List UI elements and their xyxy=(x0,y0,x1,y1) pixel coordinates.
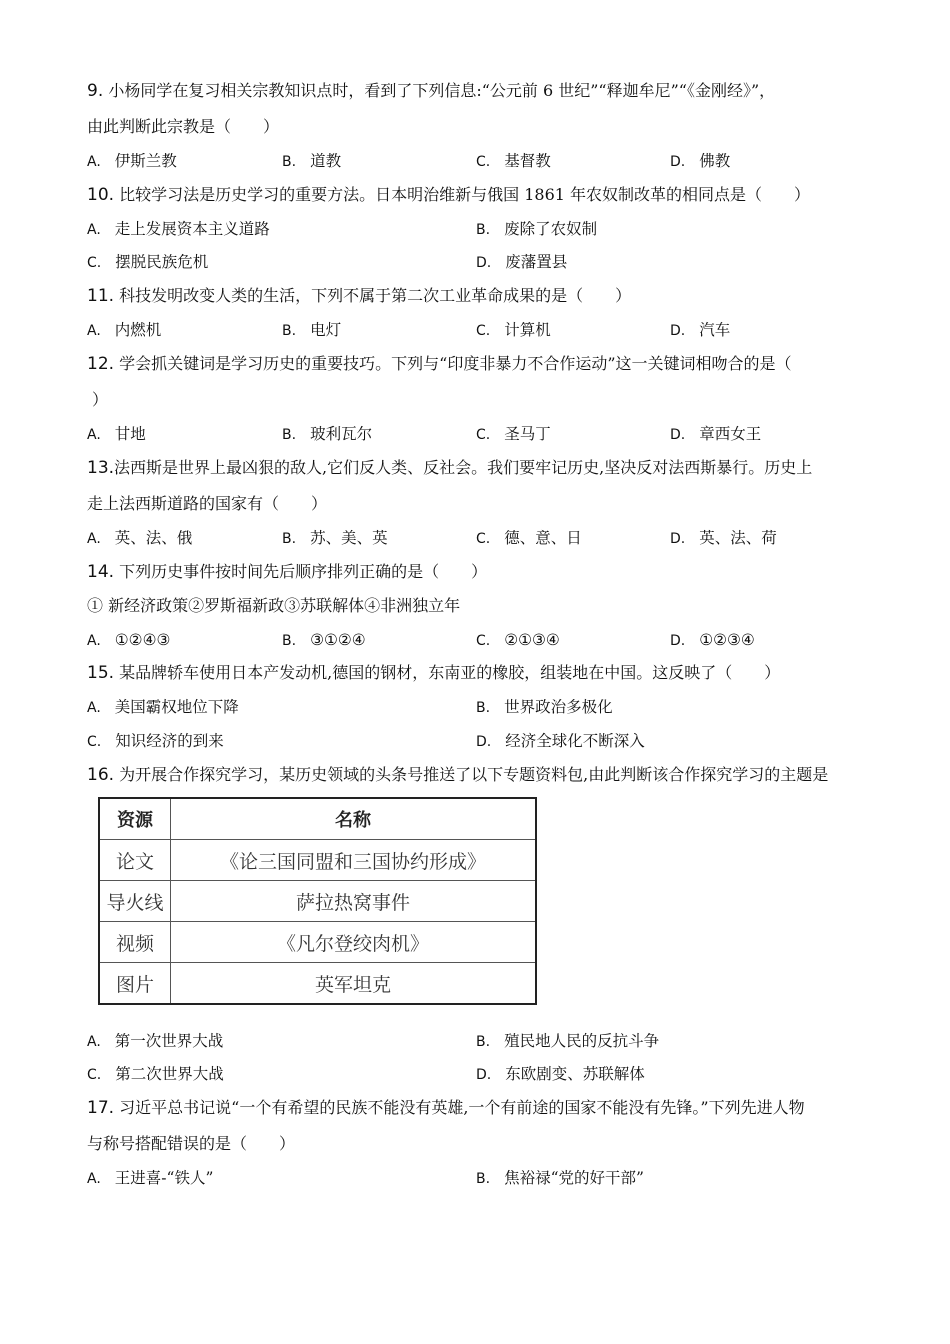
question-12-line-2: ） xyxy=(92,390,109,409)
q11-option-a: A. 内燃机 xyxy=(87,321,162,339)
table-cell-type: 图片 xyxy=(99,963,171,1005)
q13-option-d: D. 英、法、荷 xyxy=(670,529,777,547)
question-13-line-1: 13.法西斯是世界上最凶狠的敌人,它们反人类、反社会。我们要牢记历史,坚决反对法西斯暴行。历史上 xyxy=(87,458,813,478)
table-row xyxy=(99,840,536,881)
table-cell-title: 《凡尔登绞肉机》 xyxy=(171,922,537,963)
q16-option-c: C. 第二次世界大战 xyxy=(87,1065,224,1083)
table-cell-type: 视频 xyxy=(99,922,171,963)
question-14-line-2: ① 新经济政策②罗斯福新政③苏联解体④非洲独立年 xyxy=(87,596,461,615)
question-15-line-1: 15. 某品牌轿车使用日本产发动机,德国的钢材，东南亚的橡胶，组装地在中国。这反映了（ ） xyxy=(87,663,781,683)
question-14-line-1: 14. 下列历史事件按时间先后顺序排列正确的是（ ） xyxy=(87,562,488,582)
table-cell-title: 英军坦克 xyxy=(171,963,537,1005)
q17-option-b: B. 焦裕禄“党的好干部” xyxy=(476,1169,644,1187)
table-row xyxy=(99,963,536,1005)
question-17-line-2: 与称号搭配错误的是（ ） xyxy=(87,1134,296,1153)
q15-option-b: B. 世界政治多极化 xyxy=(476,698,613,716)
q14-option-b: B. ③①②④ xyxy=(282,631,366,649)
table-cell-type: 导火线 xyxy=(99,881,171,922)
table-cell-type: 论文 xyxy=(99,840,171,881)
q10-option-a: A. 走上发展资本主义道路 xyxy=(87,220,270,238)
q12-option-c: C. 圣马丁 xyxy=(476,425,551,443)
q9-option-a: A. 伊斯兰教 xyxy=(87,152,177,170)
table-row xyxy=(99,922,536,963)
q13-option-c: C. 德、意、日 xyxy=(476,529,582,547)
q10-option-d: D. 废藩置县 xyxy=(476,253,568,271)
q12-option-b: B. 玻利瓦尔 xyxy=(282,425,373,443)
question-10-line-1: 10. 比较学习法是历史学习的重要方法。日本明治维新与俄国 1861 年农奴制改革的相同点是（ ） xyxy=(87,185,811,205)
question-11-line-1: 11. 科技发明改变人类的生活，下列不属于第二次工业革命成果的是（ ） xyxy=(87,286,632,306)
q14-option-a: A. ①②④③ xyxy=(87,631,171,649)
q15-option-c: C. 知识经济的到来 xyxy=(87,732,224,750)
q12-option-d: D. 章西女王 xyxy=(670,425,762,443)
q12-option-a: A. 甘地 xyxy=(87,425,146,443)
q9-option-d: D. 佛教 xyxy=(670,152,731,170)
question-9-line-2: 由此判断此宗教是（ ） xyxy=(87,117,280,136)
q13-option-b: B. 苏、美、英 xyxy=(282,529,388,547)
table-row xyxy=(99,881,536,922)
q9-option-b: B. 道教 xyxy=(282,152,342,170)
resource-table xyxy=(98,797,537,1005)
q16-option-a: A. 第一次世界大战 xyxy=(87,1032,224,1050)
q11-option-c: C. 计算机 xyxy=(476,321,551,339)
q15-option-a: A. 美国霸权地位下降 xyxy=(87,698,239,716)
table-cell-title: 《论三国同盟和三国协约形成》 xyxy=(171,840,537,881)
q16-option-b: B. 殖民地人民的反抗斗争 xyxy=(476,1032,660,1050)
q9-option-c: C. 基督教 xyxy=(476,152,551,170)
question-9-line-1: 9. 小杨同学在复习相关宗教知识点时，看到了下列信息:“公元前 6 世纪”“释迦牟尼”“《金刚经》”， xyxy=(87,81,776,101)
q17-option-a: A. 王进喜-“铁人” xyxy=(87,1169,214,1187)
q15-option-d: D. 经济全球化不断深入 xyxy=(476,732,645,750)
question-16-line-1: 16. 为开展合作探究学习，某历史领域的头条号推送了以下专题资料包,由此判断该合作探究学习的主题是 xyxy=(87,765,829,785)
q10-option-b: B. 废除了农奴制 xyxy=(476,220,598,238)
q10-option-c: C. 摆脱民族危机 xyxy=(87,253,209,271)
table-header-resource: 资源 xyxy=(99,798,171,840)
q11-option-d: D. 汽车 xyxy=(670,321,731,339)
question-13-line-2: 走上法西斯道路的国家有（ ） xyxy=(87,494,328,513)
question-17-line-1: 17. 习近平总书记说“一个有希望的民族不能没有英雄,一个有前途的国家不能没有先锋。”下列先进人物 xyxy=(87,1098,805,1118)
table-header-name: 名称 xyxy=(171,798,537,840)
q16-option-d: D. 东欧剧变、苏联解体 xyxy=(476,1065,645,1083)
table-cell-title: 萨拉热窝事件 xyxy=(171,881,537,922)
q11-option-b: B. 电灯 xyxy=(282,321,342,339)
q13-option-a: A. 英、法、俄 xyxy=(87,529,193,547)
q14-option-d: D. ①②③④ xyxy=(670,631,755,649)
table-header-row xyxy=(99,798,536,840)
question-12-line-1: 12. 学会抓关键词是学习历史的重要技巧。下列与“印度非暴力不合作运动”这一关键词相吻合的是（ xyxy=(87,354,792,374)
q14-option-c: C. ②①③④ xyxy=(476,631,560,649)
